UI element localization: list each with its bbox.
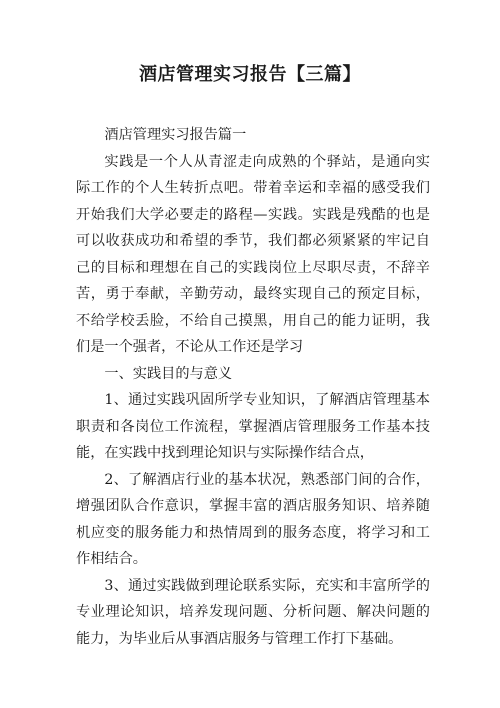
paragraph: 实践是一个人从青涩走向成熟的个驿站，是通向实际工作的个人生转折点吧。带着幸运和幸福的感受我们开始我们大学必要走的路程—实践。实践是残酷的也是可以收获成功和希望的季节，我们都必须紧紧的牢记自己的目标和理想在自己的实践岗位上尽职尽责，不辞辛苦，勇于奉献，辛勤劳动，最终实现自己的预定目标，不给学校丢脸，不给自己摸黑，用自己的能力证明，我们是一个强者，不论从工作还是学习 <box>76 153 430 355</box>
paragraph: 1、通过实践巩固所学专业知识，了解酒店管理基本职责和各岗位工作流程，掌握酒店管理服务工作基本技能，在实践中找到理论知识与实际操作结合点， <box>76 392 430 461</box>
document-body <box>76 122 430 652</box>
paragraph: 2、了解酒店行业的基本状况，熟悉部门间的合作，增强团队合作意识，掌握丰富的酒店服务知识、培养随机应变的服务能力和热情周到的服务态度，将学习和工作相结合。 <box>76 471 430 567</box>
section-heading: 酒店管理实习报告篇一 <box>104 127 247 143</box>
paragraph: 3、通过实践做到理论联系实际，充实和丰富所学的专业理论知识，培养发现问题、分析问题、解决问题的能力，为毕业后从事酒店服务与管理工作打下基础。 <box>76 577 430 647</box>
document-title: 酒店管理实习报告【三篇】 <box>139 64 361 85</box>
subsection-heading: 一、实践目的与意义 <box>104 365 233 382</box>
